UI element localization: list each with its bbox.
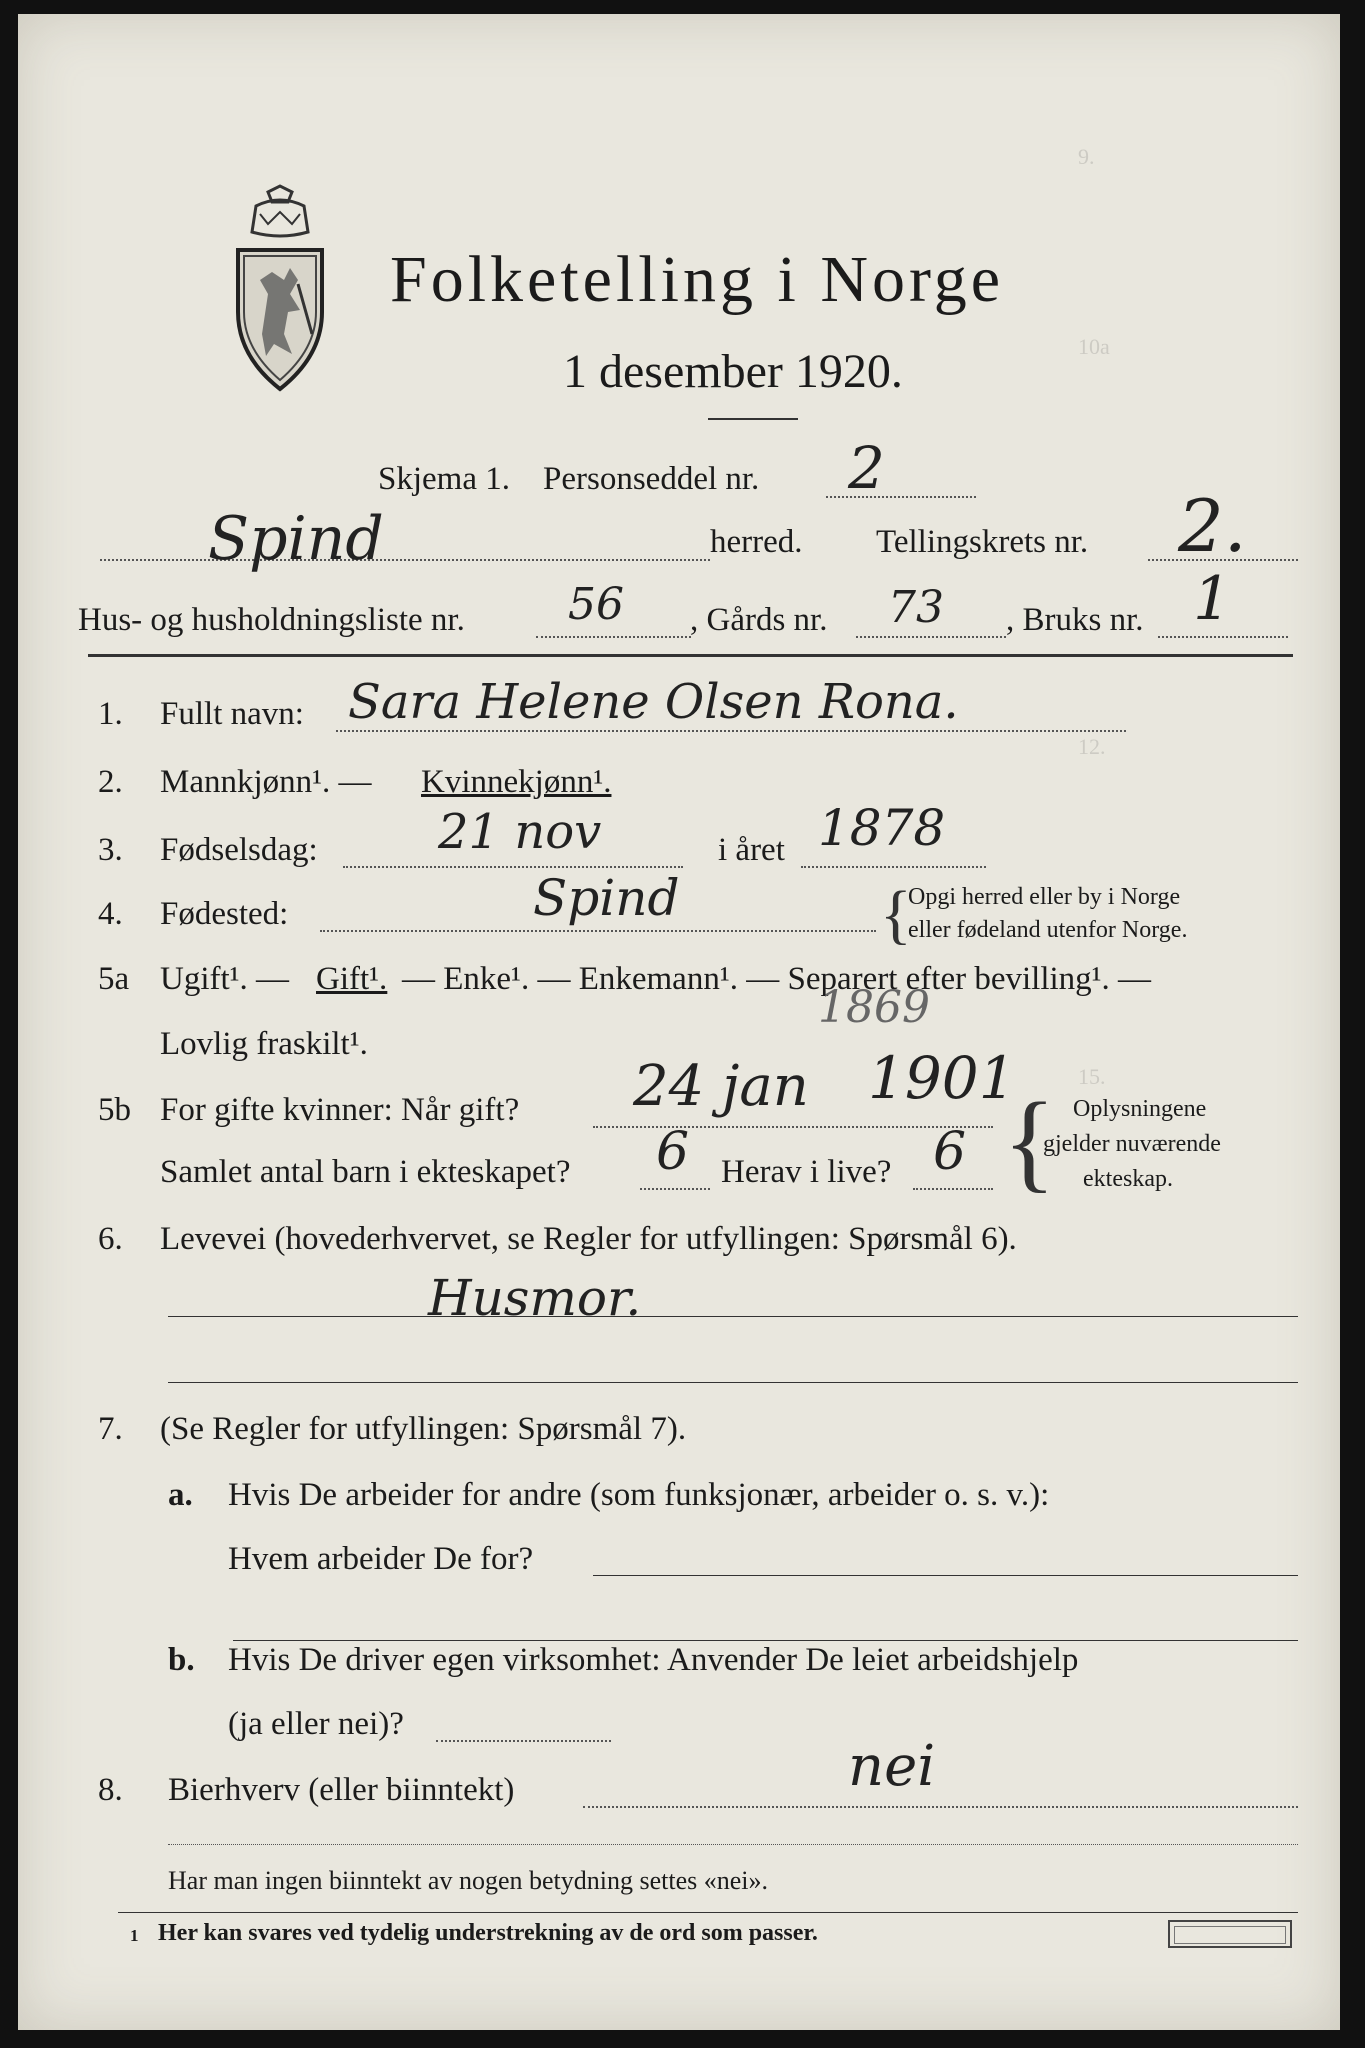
q2-label-female: Kvinnekjønn¹. xyxy=(421,764,612,800)
q7a-label: Hvis De arbeider for andre (som funksjonær, arbeider o. s. v.): xyxy=(228,1477,1050,1513)
personseddel-value: 2 xyxy=(848,434,885,502)
herred-field[interactable] xyxy=(100,559,710,561)
q5b-children-label: Samlet antal barn i ekteskapet? xyxy=(160,1154,571,1190)
footnote-text: Her kan svares ved tydelig understrekning av de ord som passer. xyxy=(158,1920,818,1946)
q4-label: Fødested: xyxy=(160,896,289,932)
q3-label: Fødselsdag: xyxy=(160,832,318,868)
tellingskrets-label: Tellingskrets nr. xyxy=(876,524,1089,560)
q7-number: 7. xyxy=(98,1411,123,1447)
husholdning-field[interactable] xyxy=(536,636,691,638)
husholdning-label: Hus- og husholdningsliste nr. xyxy=(78,602,465,638)
q5b-year-overwritten: 1869 xyxy=(818,982,930,1033)
birthplace-field[interactable] xyxy=(320,930,876,932)
employer-field-2[interactable] xyxy=(233,1640,1298,1641)
married-year-value: 1901 xyxy=(868,1044,1016,1112)
q5a-label-rest: — Enke¹. — Enkemann¹. — Separert efter bevilling¹. — xyxy=(402,961,1152,997)
birthday-field[interactable] xyxy=(343,866,683,868)
husholdning-value: 56 xyxy=(568,579,624,630)
q7b-label: Hvis De driver egen virksomhet: Anvender De leiet arbeidshjelp xyxy=(228,1642,1079,1678)
children-total-field[interactable] xyxy=(640,1188,710,1190)
q7b-label-2: (ja eller nei)? xyxy=(228,1706,404,1742)
q1-label: Fullt navn: xyxy=(160,696,304,732)
q4-note-2: eller fødeland utenfor Norge. xyxy=(908,917,1188,943)
q6-label: Levevei (hovederhvervet, se Regler for utfyllingen: Spørsmål 6). xyxy=(160,1221,1017,1257)
gards-field[interactable] xyxy=(856,636,1006,638)
gards-value: 73 xyxy=(888,582,944,633)
header-rule xyxy=(88,654,1293,657)
q5b-note-3: ekteskap. xyxy=(1083,1166,1173,1192)
occupation-field-2[interactable] xyxy=(168,1382,1298,1383)
birth-year-value: 1878 xyxy=(818,799,946,857)
bruks-value: 1 xyxy=(1193,564,1232,634)
q1-number: 1. xyxy=(98,696,123,732)
q5b-brace: { xyxy=(1003,1080,1056,1202)
title-divider xyxy=(708,418,798,420)
q5b-alive-label: Herav i live? xyxy=(721,1154,892,1190)
children-alive-field[interactable] xyxy=(913,1188,993,1190)
q5a-number: 5a xyxy=(98,961,130,997)
children-total-value: 6 xyxy=(656,1122,690,1182)
q7b-letter: b. xyxy=(168,1642,195,1678)
full-name-field[interactable] xyxy=(336,730,1126,732)
herred-label: herred. xyxy=(710,524,803,560)
q5b-number: 5b xyxy=(98,1092,131,1128)
employer-field[interactable] xyxy=(593,1575,1298,1576)
occupation-value: Husmor. xyxy=(428,1269,642,1327)
coat-of-arms-icon xyxy=(228,184,333,399)
q5a-label-ugift: Ugift¹. — xyxy=(160,961,290,997)
q8-number: 8. xyxy=(98,1772,123,1808)
bleed-through-text: 12. xyxy=(1078,734,1106,759)
q7a-label-2: Hvem arbeider De for? xyxy=(228,1541,534,1577)
q3-number: 3. xyxy=(98,832,123,868)
gards-label: , Gårds nr. xyxy=(690,602,828,638)
birth-year-field[interactable] xyxy=(801,866,986,868)
herred-value: Spind xyxy=(208,504,384,574)
footnote-mark: 1 xyxy=(130,1926,139,1945)
bleed-through-text: 9. xyxy=(1078,144,1095,169)
q3-year-label: i året xyxy=(718,832,785,868)
q5b-note-1: Oplysningene xyxy=(1073,1096,1207,1122)
q5b-note-2: gjelder nuværende xyxy=(1043,1131,1221,1157)
q8-label: Bierhverv (eller biinntekt) xyxy=(168,1772,515,1808)
q4-brace: { xyxy=(880,878,912,951)
q4-number: 4. xyxy=(98,896,123,932)
q6-number: 6. xyxy=(98,1221,123,1257)
q5a-label-fraskilt: Lovlig fraskilt¹. xyxy=(160,1026,368,1062)
children-alive-value: 6 xyxy=(933,1122,967,1182)
occupation-field[interactable] xyxy=(168,1316,1298,1317)
personseddel-label: Personseddel nr. xyxy=(543,461,760,497)
footer-divider xyxy=(168,1844,1298,1845)
hired-help-field[interactable] xyxy=(436,1740,611,1742)
skjema-label: Skjema 1. xyxy=(378,461,510,497)
bleed-through-text: 10a xyxy=(1078,334,1110,359)
q5b-label: For gifte kvinner: Når gift? xyxy=(160,1092,520,1128)
bruks-field[interactable] xyxy=(1158,636,1288,638)
footer-note: Har man ingen biinntekt av nogen betydning settes «nei». xyxy=(168,1866,769,1895)
form-title: Folketelling i Norge xyxy=(390,243,1005,316)
footnote-rule xyxy=(118,1912,1298,1913)
birthplace-value: Spind xyxy=(533,869,680,927)
bleed-through-text: 15. xyxy=(1078,1064,1106,1089)
side-income-value: nei xyxy=(848,1734,936,1799)
q4-note-1: Opgi herred eller by i Norge xyxy=(908,884,1181,910)
q2-number: 2. xyxy=(98,764,123,800)
side-income-field[interactable] xyxy=(583,1806,1298,1808)
q7a-letter: a. xyxy=(168,1477,193,1513)
bruks-label: , Bruks nr. xyxy=(1006,602,1144,638)
census-form-page xyxy=(18,14,1340,2030)
q2-label-male: Mannkjønn¹. — xyxy=(160,764,372,800)
tellingskrets-value: 2. xyxy=(1178,484,1247,568)
q5a-label-gift: Gift¹. xyxy=(316,961,388,997)
printer-stamp xyxy=(1168,1920,1292,1948)
full-name-value: Sara Helene Olsen Rona. xyxy=(348,674,959,730)
birthday-value: 21 nov xyxy=(438,804,602,860)
married-date-value: 24 jan xyxy=(633,1054,809,1119)
q7-label: (Se Regler for utfyllingen: Spørsmål 7). xyxy=(160,1411,687,1447)
census-date: 1 desember 1920. xyxy=(563,345,903,398)
